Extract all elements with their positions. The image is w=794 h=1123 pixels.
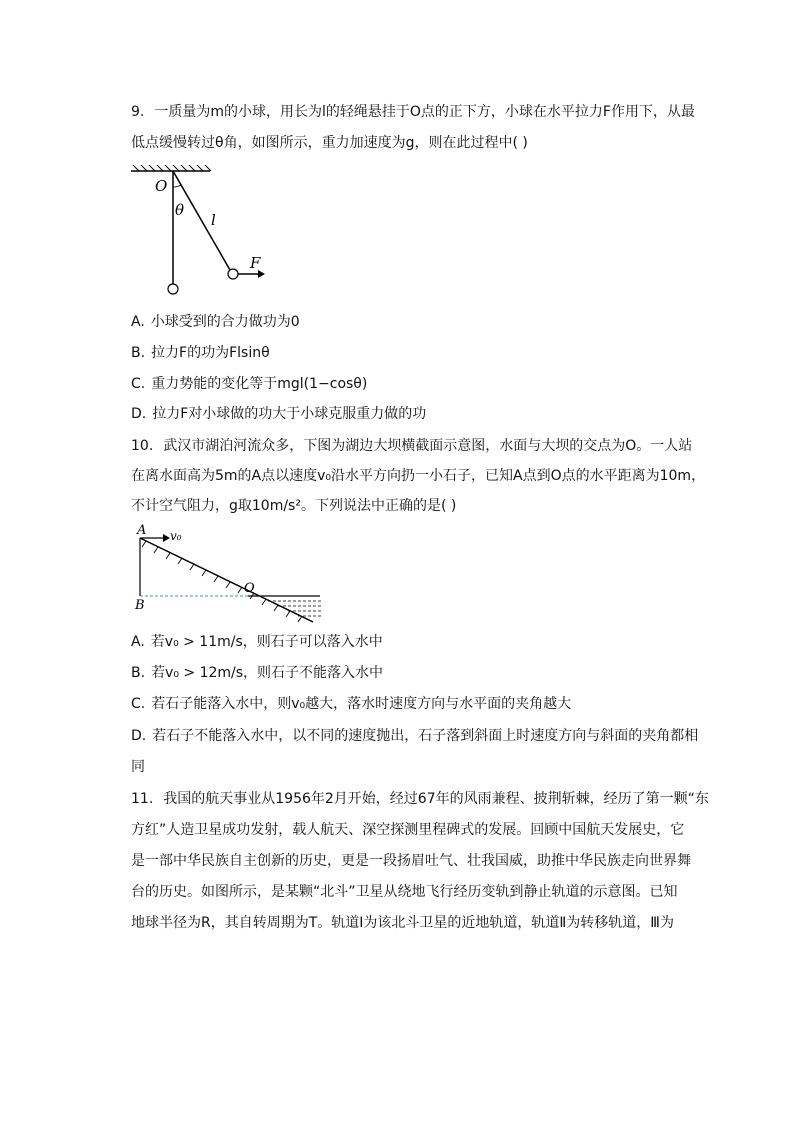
q10-line-3: 不计空气阻力，g取10m/s²。下列说法中正确的是( ) bbox=[131, 498, 457, 514]
q10-option-d-continued: 同 bbox=[131, 759, 145, 775]
q10-line-2: 在离水面高为5m的A点以速度v₀沿水平方向扔一小石子，已知A点到O点的水平距离为10m， bbox=[131, 468, 706, 484]
q9-pendulum-figure bbox=[125, 165, 275, 300]
ceiling-hatch bbox=[133, 165, 211, 171]
q10-option-d[interactable]: D. 若石子不能落入水中，以不同的速度抛出，石子落到斜面上时速度方向与斜面的夹角都相 bbox=[131, 728, 699, 744]
q11-line-4: 台的历史。如图所示，是某颗“北斗”卫星从绕地飞行经历变轨到静止轨道的示意图。已知 bbox=[131, 884, 678, 900]
q11-line-5: 地球半径为R，其自转周期为T。轨道Ⅰ为该北斗卫星的近地轨道，轨道Ⅱ为转移轨道，Ⅲ为 bbox=[131, 915, 674, 931]
q9-option-c[interactable]: C. 重力势能的变化等于mgl(1−cosθ) bbox=[131, 376, 368, 392]
q10-option-b[interactable]: B. 若v₀ > 12m/s，则石子不能落入水中 bbox=[131, 665, 384, 681]
label-O: O bbox=[155, 177, 168, 195]
q9-option-d[interactable]: D. 拉力F对小球做的功大于小球克服重力做的功 bbox=[131, 406, 427, 422]
v0-arrowhead bbox=[163, 534, 170, 542]
q10-line-1: 10. 武汉市湖泊河流众多，下图为湖边大坝横截面示意图，水面与大坝的交点为O。一人站 bbox=[131, 438, 693, 454]
label-l: l bbox=[211, 211, 216, 229]
label-v0: v₀ bbox=[170, 529, 182, 543]
ball-lowest bbox=[168, 284, 178, 294]
q11-line-2: 方红”人造卫星成功发射，载人航天、深空探测里程碑式的发展。回顾中国航天发展史，它 bbox=[131, 822, 685, 838]
slope-hatch bbox=[142, 541, 302, 622]
label-theta: θ bbox=[175, 201, 185, 219]
q9-line-2: 低点缓慢转过θ角，如图所示，重力加速度为g，则在此过程中( ) bbox=[131, 135, 528, 151]
q9-number: 9. bbox=[131, 104, 145, 120]
q9-option-b[interactable]: B. 拉力F的功为Flsinθ bbox=[131, 345, 270, 361]
q11-number: 11. bbox=[131, 791, 154, 807]
ball-displaced bbox=[228, 269, 238, 279]
q9-text-1: 一质量为m的小球，用长为l的轻绳悬挂于O点的正下方，小球在水平拉力F作用下，从最 bbox=[154, 104, 695, 120]
label-O: O bbox=[244, 581, 255, 596]
q10-dam-figure bbox=[128, 524, 328, 624]
theta-arc bbox=[173, 185, 181, 187]
dam-slope bbox=[140, 538, 313, 622]
label-B: B bbox=[135, 598, 145, 613]
q10-option-c[interactable]: C. 若石子能落入水中，则v₀越大，落水时速度方向与水平面的夹角越大 bbox=[131, 696, 572, 712]
inclined-string bbox=[173, 171, 230, 270]
q9-option-a[interactable]: A. 小球受到的合力做功为0 bbox=[131, 314, 300, 330]
label-F: F bbox=[250, 254, 261, 272]
q10-option-a[interactable]: A. 若v₀ > 11m/s，则石子可以落入水中 bbox=[131, 634, 383, 650]
q11-line-3: 是一部中华民族自主创新的历史，更是一段扬眉吐气、壮我国威，助推中华民族走向世界舞 bbox=[131, 853, 691, 869]
q10-number: 10. bbox=[131, 438, 154, 454]
q9-line-1 bbox=[131, 102, 695, 122]
label-A: A bbox=[137, 524, 147, 538]
q11-line-1: 11. 我国的航天事业从1956年2月开始，经过67年的风雨兼程、披荆斩棘，经历了第一颗“东 bbox=[131, 791, 709, 807]
